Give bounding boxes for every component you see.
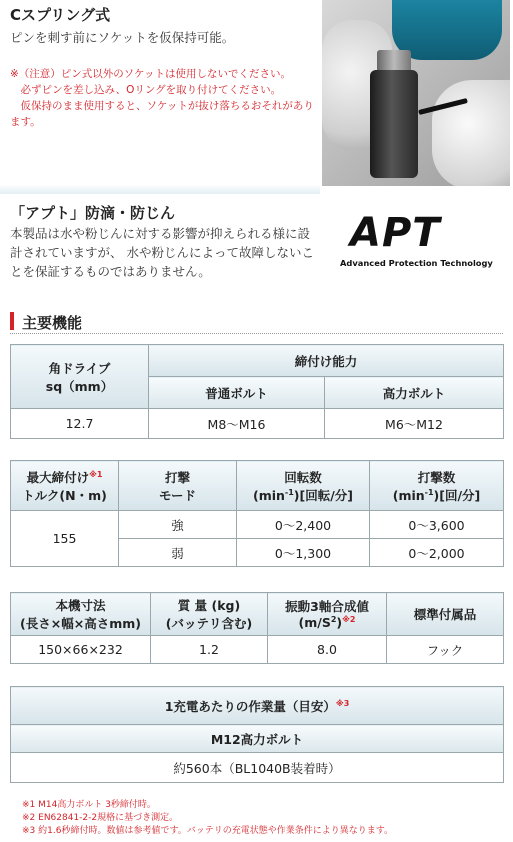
table-row <box>11 753 504 783</box>
apt-title: 「アプト」防滴・防じん <box>10 204 176 222</box>
ipm-header-unit <box>370 486 503 504</box>
normal-bolt-header: 普通ボルト <box>149 377 325 409</box>
vibration-header-line: 振動3軸合成値 <box>285 599 369 615</box>
vibration-header-unit <box>268 615 386 630</box>
drive-capacity-table <box>10 344 504 439</box>
mass-header-line: 質 量 (kg) <box>177 598 241 613</box>
work-header-text: 1充電あたりの作業量（目安） <box>164 698 336 714</box>
table-row <box>11 511 504 539</box>
torque-header-line: トルク(N・m) <box>22 487 107 503</box>
ipm-value: 0～3,600 <box>370 511 504 539</box>
c-spring-title: Cスプリング式 <box>10 6 111 24</box>
drive-header <box>11 345 149 409</box>
mass-header <box>151 593 268 636</box>
work-header <box>11 687 504 725</box>
footnote-mark: ※1 <box>89 469 103 479</box>
mode-value: 弱 <box>119 539 237 567</box>
dimension-table <box>10 592 504 664</box>
footnote: ※1 M14高力ボルト 3秒締付時。 <box>22 800 156 810</box>
apt-logo <box>340 210 493 274</box>
unit-sup: 2 <box>330 615 337 625</box>
accessory-value: フック <box>387 636 504 664</box>
apt-logo-text: APT <box>350 210 441 256</box>
mode-header-line: 打撃 <box>164 469 190 485</box>
work-amount-table <box>10 686 504 783</box>
drive-header-line: 角ドライブ <box>48 360 111 376</box>
torque-value: 155 <box>11 511 119 567</box>
ipm-header <box>370 461 504 511</box>
section-divider <box>0 186 320 194</box>
size-header-line: 本機寸法 <box>55 598 106 613</box>
footnote: ※2 EN62841-2-2規格に基づき測定。 <box>22 813 179 823</box>
work-value: 約560本（BL1040B装着時） <box>11 753 504 783</box>
unit-text: (min <box>392 487 425 503</box>
size-header-line: (長さ×幅×高さmm) <box>20 616 141 631</box>
size-header <box>11 593 151 636</box>
warning-line: 必ずピンを差し込み、Oリングを取り付けてください。 <box>10 84 282 96</box>
unit-sup: -1 <box>284 487 294 497</box>
accessory-header: 標準付属品 <box>387 593 504 636</box>
footnotes <box>22 799 502 838</box>
torque-header <box>11 461 119 511</box>
footnote-mark: ※2 <box>342 615 356 625</box>
high-bolt-value: M6～M12 <box>325 409 504 439</box>
table-row <box>11 636 504 664</box>
rpm-header <box>237 461 370 511</box>
footnote: ※3 約1.6秒締付時。数値は参考値です。バッテリの充電状態や作業条件により異なります。 <box>22 826 394 836</box>
rpm-value: 0～2,400 <box>237 511 370 539</box>
footnote-mark: ※3 <box>335 698 350 708</box>
apt-desc-line: 本製品は水や粉じんに対する影響が抑えられる様に設 <box>10 226 311 241</box>
size-value: 150×66×232 <box>11 636 151 664</box>
drive-value: 12.7 <box>11 409 149 439</box>
mass-header-line: (バッテリ含む) <box>165 616 253 631</box>
torque-header-line <box>11 468 118 486</box>
mode-header <box>119 461 237 511</box>
drive-header-line: sq（mm） <box>45 378 114 394</box>
mode-header-line: モード <box>158 487 196 503</box>
warning-line: ※（注意）ピン式以外のソケットは使用しないでください。 <box>10 68 291 80</box>
ipm-header-line: 打撃数 <box>417 469 456 485</box>
normal-bolt-value: M8～M16 <box>149 409 325 439</box>
torque-header-text: 最大締付け <box>26 469 90 485</box>
apt-description <box>10 224 330 281</box>
c-spring-warning <box>10 66 315 130</box>
mass-value: 1.2 <box>151 636 268 664</box>
rpm-header-unit <box>237 486 369 504</box>
rpm-header-line: 回転数 <box>284 469 322 485</box>
apt-desc-line: 計されていますが、 水や粉じんによって故障しないこ <box>10 245 314 260</box>
section-marker <box>10 312 14 330</box>
vibration-header <box>268 593 387 636</box>
high-bolt-header: 高力ボルト <box>325 377 504 409</box>
warning-line: 仮保持のまま使用すると、ソケットが抜け落ちるおそれがあり <box>10 100 314 112</box>
mode-value: 強 <box>119 511 237 539</box>
ipm-value: 0～2,000 <box>370 539 504 567</box>
c-spring-description: ピンを刺す前にソケットを仮保持可能。 <box>10 30 235 45</box>
vibration-value: 8.0 <box>268 636 387 664</box>
bolt-header: M12高力ボルト <box>11 725 504 753</box>
unit-text: )[回/分] <box>433 487 481 503</box>
torque-speed-table <box>10 460 504 567</box>
unit-sup: -1 <box>424 487 434 497</box>
unit-text: ) <box>336 615 343 631</box>
apt-logo-tagline: Advanced Protection Technology <box>340 258 493 268</box>
section-rule <box>10 333 503 335</box>
unit-text: (m/S <box>298 615 331 631</box>
unit-text: )[回転/分] <box>293 487 354 503</box>
apt-desc-line: とを保証するものではありません。 <box>10 264 211 279</box>
glove-right <box>432 80 510 186</box>
rpm-value: 0～1,300 <box>237 539 370 567</box>
capacity-header: 締付け能力 <box>149 345 504 377</box>
socket <box>370 70 418 178</box>
unit-text: (min <box>252 487 285 503</box>
warning-line: ます。 <box>10 116 41 128</box>
socket-photo <box>322 0 510 186</box>
main-features-title: 主要機能 <box>22 314 83 332</box>
